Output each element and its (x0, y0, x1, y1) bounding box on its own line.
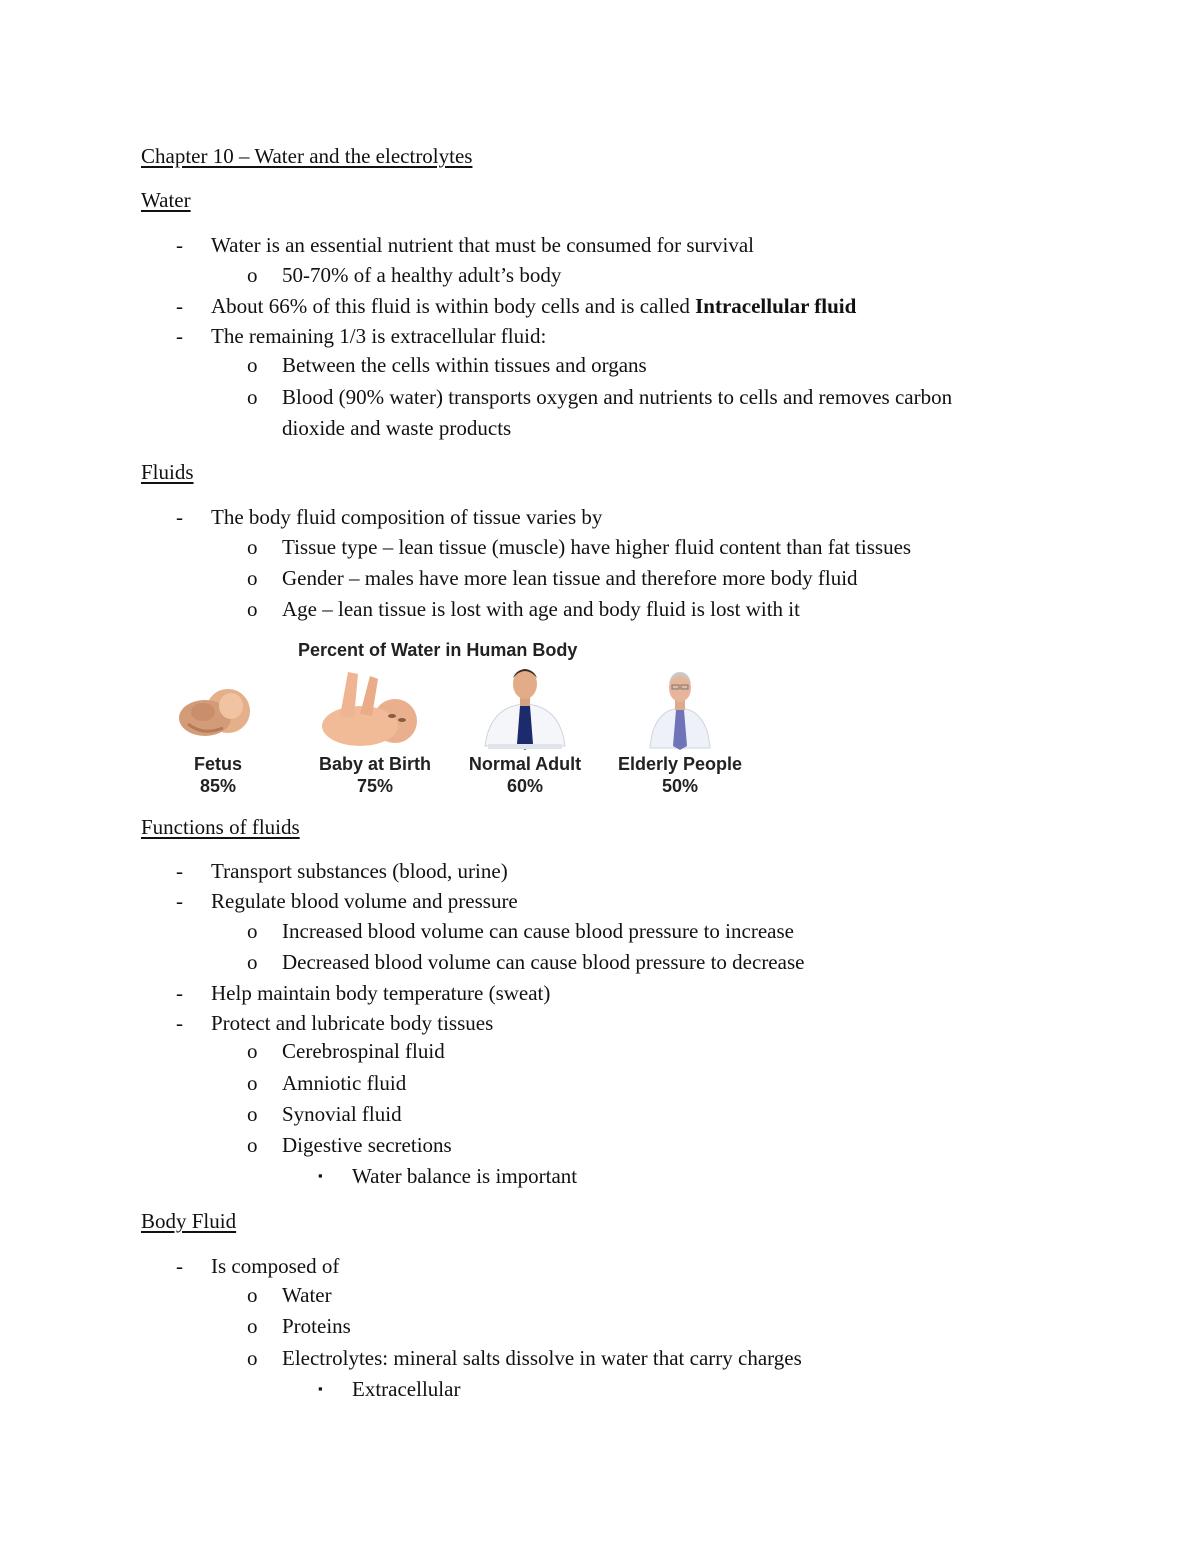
figure-value: 75% (356, 776, 394, 796)
list-item: Tissue type – lean tissue (muscle) have higher fluid content than fat tissues (282, 535, 912, 559)
circle-bullet: o (247, 1071, 258, 1095)
list-item: Water balance is important (352, 1164, 578, 1188)
circle-bullet: o (247, 950, 258, 974)
section-heading-functions: Functions of fluids (141, 815, 300, 839)
dash-bullet: - (176, 294, 183, 318)
dash-bullet: - (176, 324, 183, 348)
figure-item-adult (450, 666, 600, 801)
list-item-text: About 66% of this fluid is within body cells and is called (211, 294, 696, 318)
dash-bullet: - (176, 981, 183, 1005)
list-item: Is composed of (211, 1254, 340, 1278)
circle-bullet: o (247, 535, 258, 559)
figure-value: 50% (661, 776, 699, 796)
dash-bullet: - (176, 889, 183, 913)
section-heading-fluids: Fluids (141, 460, 194, 484)
figure-label: Baby at Birth (318, 754, 432, 774)
figure-item-fetus (143, 666, 293, 801)
baby-icon (300, 666, 450, 751)
chapter-title: Chapter 10 – Water and the electrolytes (141, 144, 473, 168)
list-item: 50-70% of a healthy adult’s body (282, 263, 562, 287)
list-item: The remaining 1/3 is extracellular fluid: (211, 324, 547, 348)
figure-value: 85% (199, 776, 237, 796)
figure-title: Percent of Water in Human Body (298, 640, 578, 660)
dash-bullet: - (176, 859, 183, 883)
circle-bullet: o (247, 1133, 258, 1157)
dash-bullet: - (176, 1254, 183, 1278)
list-item: Water (282, 1283, 332, 1307)
dash-bullet: - (176, 505, 183, 529)
list-item-continuation: dioxide and waste products (282, 416, 512, 440)
circle-bullet: o (247, 353, 258, 377)
circle-bullet: o (247, 597, 258, 621)
circle-bullet: o (247, 263, 258, 287)
circle-bullet: o (247, 385, 258, 409)
elderly-man-icon (605, 666, 755, 751)
circle-bullet: o (247, 1039, 258, 1063)
figure-item-elderly (605, 666, 755, 801)
circle-bullet: o (247, 1102, 258, 1126)
list-item: Blood (90% water) transports oxygen and nutrients to cells and removes carbon (282, 385, 953, 409)
list-item (211, 293, 856, 319)
circle-bullet: o (247, 919, 258, 943)
term-intracellular-fluid: Intracellular fluid (695, 294, 857, 318)
section-heading-water: Water (141, 188, 191, 212)
list-item: Synovial fluid (282, 1102, 402, 1126)
adult-man-icon (450, 666, 600, 751)
list-item: Help maintain body temperature (sweat) (211, 981, 551, 1005)
list-item: Protect and lubricate body tissues (211, 1011, 494, 1035)
list-item: The body fluid composition of tissue varies by (211, 505, 603, 529)
list-item: Digestive secretions (282, 1133, 452, 1157)
list-item: Between the cells within tissues and organs (282, 353, 647, 377)
list-item: Age – lean tissue is lost with age and body fluid is lost with it (282, 597, 800, 621)
circle-bullet: o (247, 1314, 258, 1338)
list-item: Increased blood volume can cause blood pressure to increase (282, 919, 794, 943)
section-heading-body-fluid: Body Fluid (141, 1209, 237, 1233)
dash-bullet: - (176, 233, 183, 257)
circle-bullet: o (247, 1346, 258, 1370)
list-item: Water is an essential nutrient that must be consumed for survival (211, 233, 755, 257)
list-item: Transport substances (blood, urine) (211, 859, 508, 883)
list-item: Amniotic fluid (282, 1071, 407, 1095)
square-bullet: ▪ (318, 1381, 323, 1396)
figure-label: Normal Adult (468, 754, 582, 774)
figure-value: 60% (506, 776, 544, 796)
list-item: Proteins (282, 1314, 351, 1338)
list-item: Cerebrospinal fluid (282, 1039, 445, 1063)
list-item: Decreased blood volume can cause blood pressure to decrease (282, 950, 805, 974)
figure-label: Elderly People (617, 754, 743, 774)
fetus-icon (143, 666, 293, 751)
list-item: Gender – males have more lean tissue and therefore more body fluid (282, 566, 858, 590)
square-bullet: ▪ (318, 1168, 323, 1183)
water-percent-figure (170, 638, 760, 803)
figure-item-baby (300, 666, 450, 801)
circle-bullet: o (247, 566, 258, 590)
list-item: Regulate blood volume and pressure (211, 889, 518, 913)
circle-bullet: o (247, 1283, 258, 1307)
list-item: Extracellular (352, 1377, 461, 1401)
dash-bullet: - (176, 1011, 183, 1035)
figure-label: Fetus (193, 754, 242, 774)
list-item: Electrolytes: mineral salts dissolve in water that carry charges (282, 1346, 802, 1370)
